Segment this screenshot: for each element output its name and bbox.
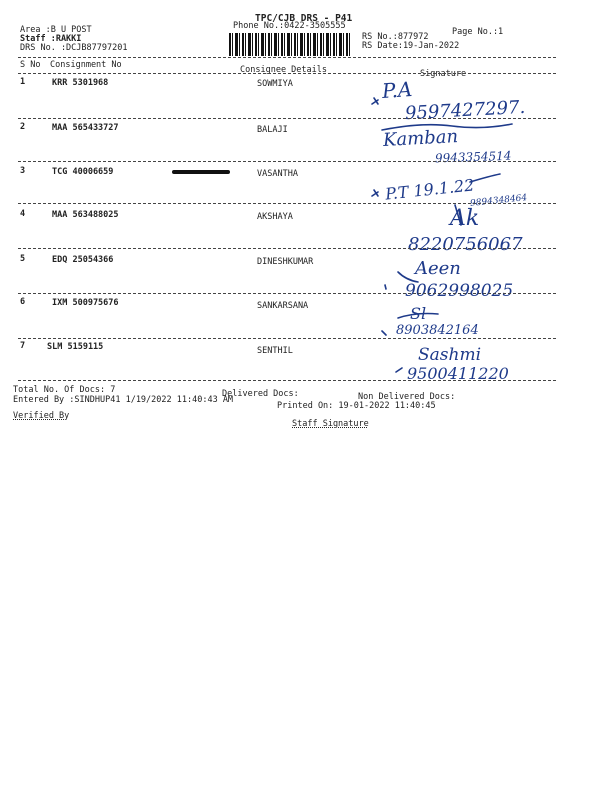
verified-by: Verified By: [13, 411, 70, 421]
row-sno: 6: [20, 297, 26, 307]
col-consignee: Consignee Details: [240, 65, 327, 75]
consignee-name: SENTHIL: [257, 346, 293, 356]
total-docs: Total No. Of Docs: 7: [13, 385, 116, 395]
row-sno: 1: [20, 77, 26, 87]
non-delivered-docs: Non Delivered Docs:: [358, 392, 456, 402]
consignment-number: IXM 500975676: [52, 298, 119, 308]
col-signature: Signature: [420, 69, 467, 79]
signature-initials: Sl: [410, 304, 427, 323]
entered-by: Entered By :SINDHUP41 1/19/2022 11:40:43 AM: [13, 395, 234, 405]
drs-number: DRS No. :DCJB87797201: [20, 43, 128, 53]
area-label: Area :B U POST: [20, 25, 92, 35]
staff-signature: Staff Signature: [292, 419, 369, 429]
consignment-number: MAA 563488025: [52, 210, 119, 220]
col-sno: S No: [20, 60, 41, 70]
phone-number: Phone No.:0422-3505555: [233, 21, 346, 31]
consignment-number: MAA 565433727: [52, 123, 119, 133]
row-sno: 5: [20, 254, 26, 264]
signature-initials: P.T 19.1.22: [384, 175, 476, 204]
consignee-name: AKSHAYA: [257, 212, 293, 222]
signature-phone: 8220756067: [408, 234, 523, 255]
col-consignment: Consignment No: [50, 60, 122, 70]
consignment-number: SLM 5159115: [47, 342, 104, 352]
signature-phone: 8903842164: [396, 323, 479, 338]
rs-date: RS Date:19-Jan-2022: [362, 41, 460, 51]
signature-initials: Aeen: [415, 258, 461, 279]
consignment-number: TCG 40006659: [52, 167, 114, 177]
row-sno: 7: [20, 341, 26, 351]
signature-initials: Ak: [450, 206, 480, 231]
signature-phone: 9894348464: [469, 193, 528, 209]
staff-label: Staff :RAKKI: [20, 34, 82, 44]
document-title: TPC/CJB DRS - P41: [255, 13, 353, 24]
rs-number: RS No.:877972: [362, 32, 429, 42]
consignee-name: SANKARSANA: [257, 301, 309, 311]
signature-phone: 9062998025: [405, 281, 514, 301]
consignee-name: DINESHKUMAR: [257, 257, 314, 267]
signature-initials: P.A: [381, 76, 414, 104]
consignee-name: SOWMIYA: [257, 79, 293, 89]
signature-name: Kamban: [382, 126, 459, 151]
consignment-number: KRR 5301968: [52, 78, 109, 88]
signature-phone: 9943354514: [434, 148, 512, 166]
signature-name: Sashmi: [418, 345, 482, 365]
page-number: Page No.:1: [452, 27, 504, 37]
delivered-docs: Delivered Docs:: [222, 389, 299, 399]
consignee-name: VASANTHA: [257, 169, 298, 179]
row-sno: 4: [20, 209, 26, 219]
signature-phone: 9597427297.: [404, 96, 526, 125]
row-sno: 2: [20, 122, 26, 132]
consignee-name: BALAJI: [257, 125, 288, 135]
row-sno: 3: [20, 166, 26, 176]
printed-on: Printed On: 19-01-2022 11:40:45: [277, 401, 436, 411]
signature-phone: 9500411220: [407, 364, 509, 383]
consignment-number: EDQ 25054366: [52, 255, 114, 265]
